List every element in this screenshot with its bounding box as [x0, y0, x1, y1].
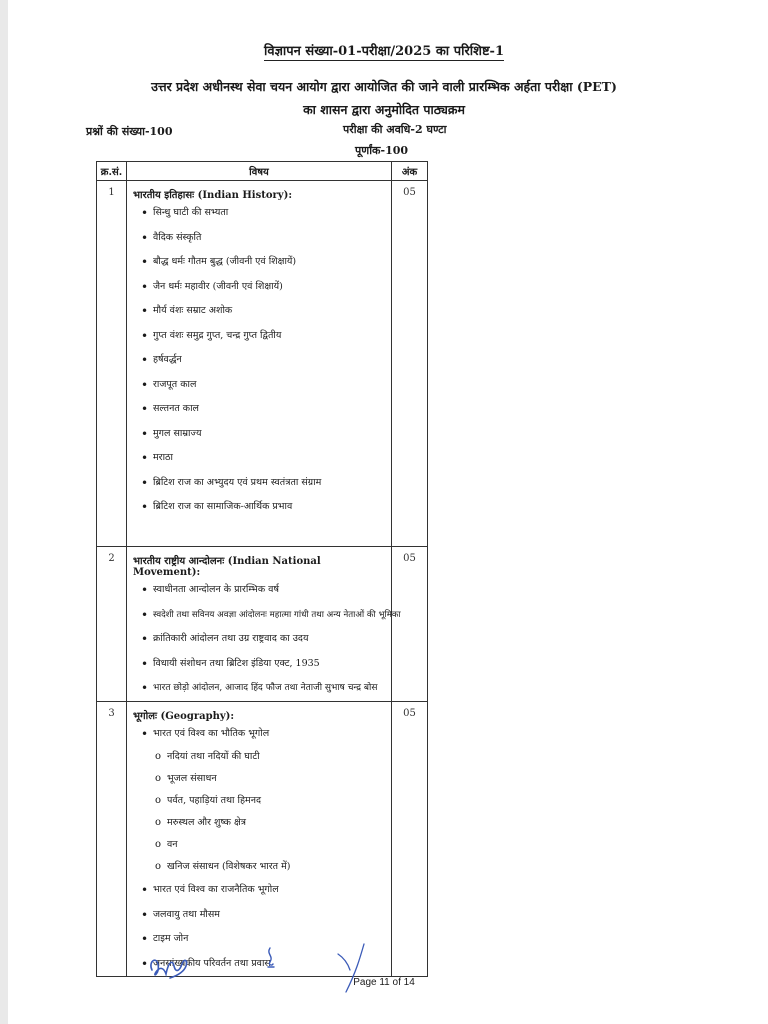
list-item: • बौद्ध धर्मः गौतम बुद्ध (जीवनी एवं शिक्षायें): [127, 250, 391, 275]
table-row: [97, 547, 428, 702]
page-edge: [0, 0, 8, 1024]
initials-center: [262, 944, 278, 970]
topic-list: [127, 578, 401, 701]
question-count: प्रश्नों की संख्या-100: [86, 125, 173, 138]
list-item: • विधायी संशोधन तथा ब्रिटिश इंडिया एक्ट, 1935: [127, 652, 391, 677]
subtopic-list: [127, 746, 391, 878]
subject-title: भारतीय इतिहासः (Indian History):: [133, 190, 293, 201]
subject-cell: [127, 701, 392, 977]
list-item: • जलवायु तथा मौसम: [127, 903, 391, 928]
marks: 05: [392, 701, 428, 977]
header-serial-no: क्र.सं.: [97, 162, 127, 181]
list-item: • भारत एवं विश्व का राजनैतिक भूगोल: [127, 878, 391, 903]
document-title: विज्ञापन संख्या-01-परीक्षा/2025 का परिशिष्ट-1: [264, 44, 504, 59]
list-item: • भारत एवं विश्व का भौतिक भूगोल: [127, 722, 391, 747]
subject-title: भारतीय राष्ट्रीय आन्दोलनः (Indian National Movement):: [133, 556, 321, 578]
sub-list-item: o खनिज संसाधन (विशेषकर भारत में): [127, 856, 391, 878]
list-item: • वैदिक संस्कृति: [127, 226, 391, 251]
table-header-row: [97, 162, 428, 181]
topic-list: [127, 201, 391, 520]
list-item: • क्रांतिकारी आंदोलन तथा उग्र राष्ट्रवाद का उदय: [127, 627, 391, 652]
list-item: • गुप्त वंशः समुद्र गुप्त, चन्द्र गुप्त द्वितीय: [127, 324, 391, 349]
total-marks: पूर्णांक-100: [355, 144, 409, 157]
sub-list-item: o वन: [127, 834, 391, 856]
list-item: • जनसांख्यकीय परिवर्तन तथा प्रवास: [127, 952, 391, 977]
document-heading-line-2: का शासन द्वारा अनुमोदित पाठ्यक्रम: [303, 102, 465, 117]
header-subject: विषय: [127, 162, 392, 181]
serial-no: 1: [97, 181, 127, 547]
list-item: • भारत छोड़ो आंदोलन, आजाद हिंद फौज तथा नेताजी सुभाष चन्द्र बोस: [127, 676, 391, 701]
serial-no: 2: [97, 547, 127, 702]
list-item: • राजपूत काल: [127, 373, 391, 398]
list-item: • सल्तनत काल: [127, 397, 391, 422]
document-heading-line-1: उत्तर प्रदेश अधीनस्थ सेवा चयन आयोग द्वारा आयोजित की जाने वाली प्रारम्भिक अर्हता परीक्षा (PET): [151, 79, 617, 94]
marks: 05: [392, 547, 428, 702]
subject-cell: [127, 547, 401, 702]
list-item: • ब्रिटिश राज का अभ्युदय एवं प्रथम स्वतंत्रता संग्राम: [127, 471, 391, 496]
subject-title: भूगोलः (Geography):: [133, 710, 235, 722]
header-marks: अंक: [392, 162, 428, 181]
subject-cell: [127, 181, 392, 547]
list-item: • हर्षवर्द्धन: [127, 348, 391, 373]
marks: 05: [392, 181, 428, 547]
sub-list-item: o नदियां तथा नदियों की घाटी: [127, 746, 391, 768]
list-item: • जैन धर्मः महावीर (जीवनी एवं शिक्षायें): [127, 275, 391, 300]
list-item: • स्वाधीनता आन्दोलन के प्रारम्भिक वर्ष: [127, 578, 391, 603]
sub-list-item: o भूजल संसाधन: [127, 768, 391, 790]
list-item: • स्वदेशी तथा सविनय अवज्ञा आंदोलनः महात्मा गांधी तथा अन्य नेताओं की भूमिका: [127, 603, 391, 628]
serial-no: 3: [97, 701, 127, 977]
page-number: Page 11 of 14: [353, 977, 415, 988]
list-item: • टाइम जोन: [127, 927, 391, 952]
topic-list: [127, 722, 391, 747]
list-item: • मौर्य वंशः सम्राट अशोक: [127, 299, 391, 324]
sub-list-item: o पर्वत, पहाड़ियां तथा हिमनद: [127, 790, 391, 812]
table-row: [97, 701, 428, 977]
table-row: [97, 181, 428, 547]
syllabus-table: [96, 161, 428, 977]
list-item: • मुगल साम्राज्य: [127, 422, 391, 447]
list-item: • ब्रिटिश राज का सामाजिक-आर्थिक प्रभाव: [127, 495, 391, 520]
sub-list-item: o मरुस्थल और शुष्क क्षेत्र: [127, 812, 391, 834]
list-item: • सिन्धु घाटी की सभ्यता: [127, 201, 391, 226]
exam-duration: परीक्षा की अवधि-2 घण्टा: [343, 123, 447, 136]
list-item: • मराठा: [127, 446, 391, 471]
